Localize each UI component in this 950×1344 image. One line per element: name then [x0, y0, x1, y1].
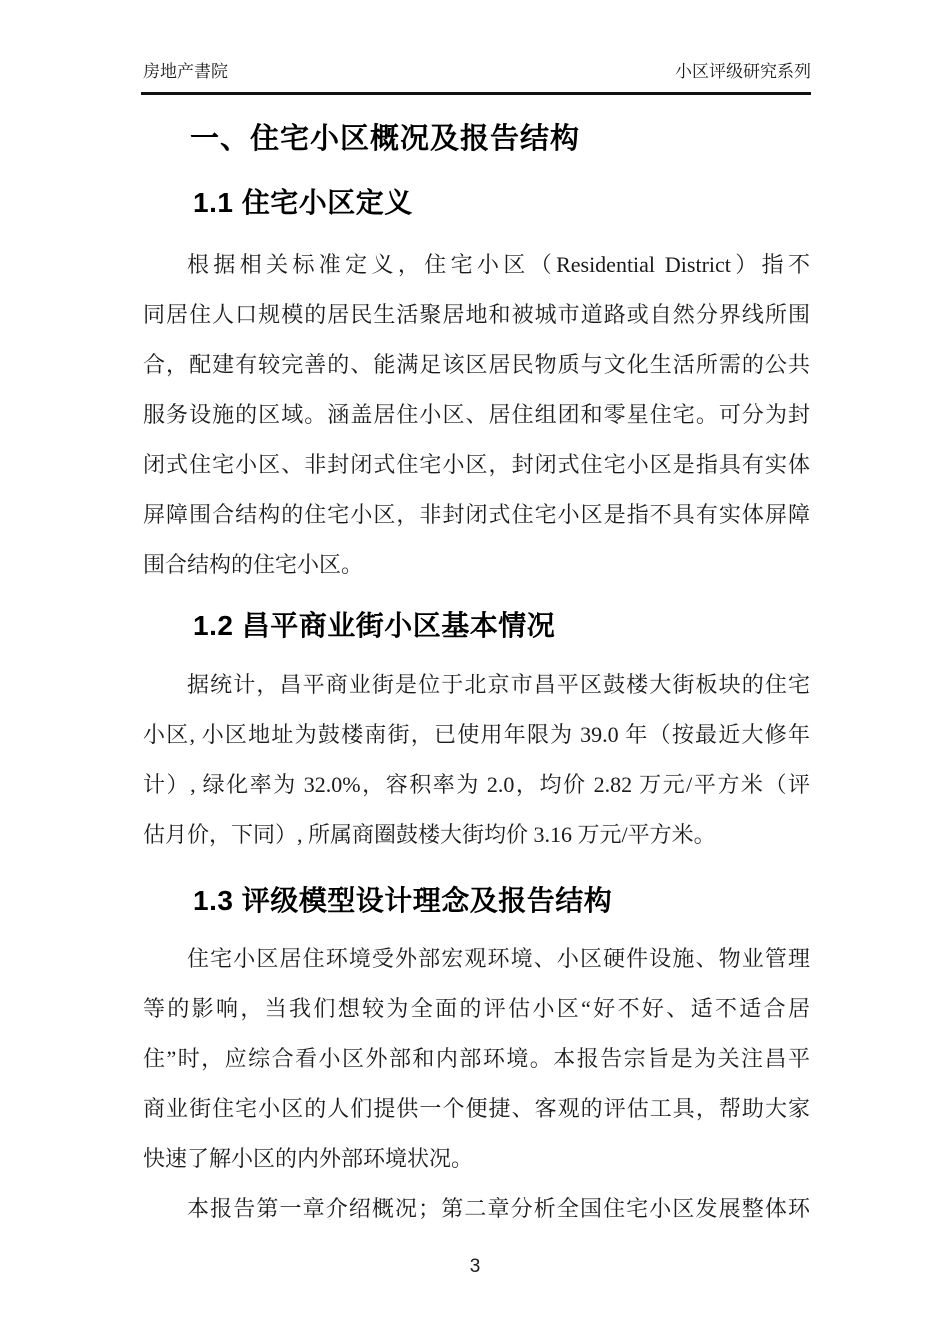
paragraph-basic-info [143, 660, 810, 860]
header-left-text: 房地产書院 [143, 62, 228, 81]
paragraph-line: 闭式住宅小区、非封闭式住宅小区，封闭式住宅小区是指具有实体 [143, 452, 810, 477]
paragraph-line: 估月价，下同）, 所属商圈鼓楼大街均价 3.16 万元/平方米。 [143, 822, 716, 847]
paragraph-line: 屏障围合结构的住宅小区，非封闭式住宅小区是指不具有实体屏障 [143, 502, 810, 527]
paragraph-line: 合，配建有较完善的、能满足该区居民物质与文化生活所需的公共 [143, 352, 810, 377]
header-rule [141, 92, 811, 95]
paragraph-line: 住”时，应综合看小区外部和内部环境。本报告宗旨是为关注昌平 [143, 1046, 810, 1071]
paragraph-line: 等的影响，当我们想较为全面的评估小区“好不好、适不适合居 [143, 996, 810, 1021]
paragraph-line: 围合结构的住宅小区。 [143, 552, 364, 577]
header-right-text: 小区评级研究系列 [675, 62, 811, 81]
paragraph-line: 根据相关标准定义，住宅小区（Residential District）指不 [187, 252, 810, 277]
paragraph-line: 同居住人口规模的居民生活聚居地和被城市道路或自然分界线所围 [143, 302, 810, 327]
paragraph-line: 本报告第一章介绍概况；第二章分析全国住宅小区发展整体环 [187, 1196, 810, 1221]
paragraph-model-concept [143, 934, 810, 1184]
paragraph-line: 住宅小区居住环境受外部宏观环境、小区硬件设施、物业管理 [187, 946, 810, 971]
paragraph-line: 据统计，昌平商业街是位于北京市昌平区鼓楼大街板块的住宅 [187, 672, 810, 697]
section-heading-1-1: 1.1 住宅小区定义 [193, 187, 413, 218]
page-number: 3 [469, 1256, 481, 1277]
paragraph-line: 快速了解小区的内外部环境状况。 [143, 1146, 474, 1171]
paragraph-report-structure [143, 1184, 810, 1234]
paragraph-line: 计）, 绿化率为 32.0%，容积率为 2.0，均价 2.82 万元/平方米（评 [143, 772, 810, 797]
chapter-title: 一、住宅小区概况及报告结构 [190, 123, 581, 155]
section-heading-1-3: 1.3 评级模型设计理念及报告结构 [193, 885, 613, 916]
paragraph-line: 商业街住宅小区的人们提供一个便捷、客观的评估工具，帮助大家 [143, 1096, 810, 1121]
paragraph-line: 小区, 小区地址为鼓楼南街，已使用年限为 39.0 年（按最近大修年 [143, 722, 810, 747]
paragraph-line: 服务设施的区域。涵盖居住小区、居住组团和零星住宅。可分为封 [143, 402, 810, 427]
paragraph-definition [143, 240, 810, 590]
section-heading-1-2: 1.2 昌平商业街小区基本情况 [193, 610, 556, 641]
